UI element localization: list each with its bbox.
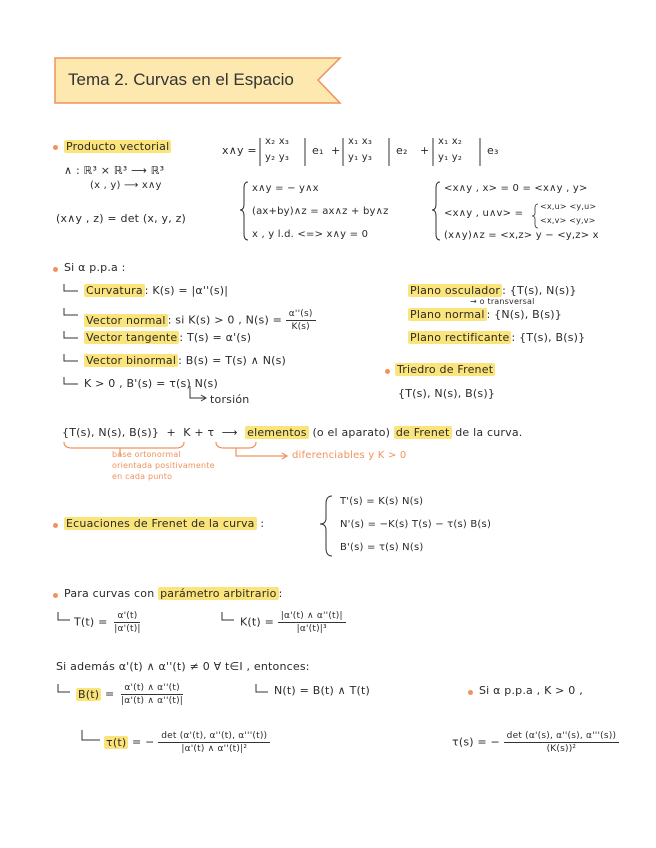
gram-row1: <x,u> <y,u> — [540, 202, 597, 211]
plus-sign: + — [420, 144, 430, 157]
B-formula: B(t) = $\frac{\alpha'(t) \wedge \alpha''(t)}{|\alpha'(t) \wedge \alpha''(t)|}$ — [78, 683, 184, 706]
plus-sign: + — [331, 144, 341, 157]
prop-mid-1: x∧y = − y∧x — [252, 183, 319, 194]
bullet-icon — [53, 145, 58, 150]
bullet-icon — [53, 267, 58, 272]
dif-bracket — [216, 442, 256, 448]
arbitrario-heading: Para curvas con parámetro arbitrario : — [64, 587, 283, 600]
normal-row: Vector normal : si K(s) > 0 , N(s) = $\frac{\alpha''(s)}{K(s)}$ — [84, 308, 316, 333]
det1-row2: y₂ y₃ — [265, 152, 290, 163]
tau-s-formula: τ(s) = − $\frac{\det (\alpha'(s), \alpha''(s), \alpha'''(s))}{\text{(K(s))²}}$ — [452, 730, 619, 755]
props-brace-right — [432, 182, 440, 240]
e1-label: e₁ — [312, 144, 324, 157]
si-ppa-line: Si α p.p.a , K > 0 , — [479, 684, 583, 697]
cross-lhs: x∧y = — [222, 144, 257, 157]
equations-brace — [320, 496, 332, 556]
torsion-row: K > 0 , B'(s) = τ(s) N(s) — [84, 377, 218, 390]
det3-row1: x₁ x₂ — [438, 136, 463, 147]
prop-right-3: (x∧y)∧z = <x,z> y − <y,z> x — [444, 230, 599, 241]
binormal-row: Vector binormal : B(s) = T(s) ∧ N(s) — [86, 354, 287, 367]
T-formula: T(t) = $\frac{\alpha'(t)}{|\alpha'(t)|}$ — [74, 611, 141, 634]
frenet-eq-3: B'(s) = τ(s) N(s) — [340, 542, 424, 553]
torsion-label: torsión — [210, 393, 250, 406]
dif-note: diferenciables y K > 0 — [292, 450, 407, 461]
condition-line: Si además α'(t) ∧ α''(t) ≠ 0 ∀ t∈I , entonces: — [56, 660, 310, 673]
det3-row2: y₁ y₂ — [438, 152, 463, 163]
bullet-icon — [468, 690, 473, 695]
tau-t-formula: τ(t) = − $\frac{\det (\alpha'(t), \alpha''(t), \alpha'''(t))}{\text{|α'(t) ∧ α''(t)|²}}$ — [104, 730, 270, 755]
bullet-icon — [53, 593, 58, 598]
rectificante-row: Plano rectificante : {T(s), B(s)} — [410, 331, 586, 344]
triedro-heading: Triedro de Frenet — [397, 363, 494, 376]
ppa-heading: Si α p.p.a : — [64, 261, 126, 274]
prop-right-2: <x∧y , u∧v> = — [444, 208, 524, 219]
prop-right-1: <x∧y , x> = 0 = <x∧y , y> — [444, 183, 588, 194]
det-relation: (x∧y , z) = det (x, y, z) — [56, 212, 187, 225]
ecuaciones-heading: Ecuaciones de Frenet de la curva : — [66, 517, 265, 530]
frenet-elements-line: {T(s), N(s), B(s)} + K + τ ⟶ elementos (o el aparato) de Frenet de la curva. — [62, 426, 523, 439]
curvatura-row: Curvatura : K(s) = |α''(s)| — [86, 284, 229, 297]
base-bracket — [64, 442, 184, 448]
e2-label: e₂ — [396, 144, 408, 157]
frenet-eq-2: N'(s) = −K(s) T(s) − τ(s) B(s) — [340, 519, 492, 530]
bullet-icon — [53, 523, 58, 528]
producto-heading: Producto vectorial — [66, 140, 170, 153]
bullet-icon — [385, 369, 390, 374]
normal-plane-row: Plano normal : {N(s), B(s)} — [410, 308, 562, 321]
e3-label: e₃ — [487, 144, 499, 157]
base-note-1: base ortonormal — [112, 450, 181, 459]
transversal-note: → o transversal — [470, 297, 535, 306]
tangente-row: Vector tangente : T(s) = α'(s) — [86, 331, 252, 344]
map-line1: ∧ : ℝ³ × ℝ³ ⟶ ℝ³ — [64, 164, 165, 177]
base-note-2: orientada positivamente — [112, 461, 215, 470]
page-title: Tema 2. Curvas en el Espacio — [68, 70, 294, 89]
K-formula: K(t) = $\frac{|\alpha'(t) \wedge \alpha''(t)|}{\text{|α'(t)|³}}$ — [240, 610, 346, 635]
det2-row2: y₁ y₃ — [348, 152, 373, 163]
prop-mid-2: (ax+by)∧z = ax∧z + by∧z — [252, 206, 389, 217]
gram-row2: <x,v> <y,v> — [540, 216, 596, 225]
N-formula: N(t) = B(t) ∧ T(t) — [274, 684, 371, 697]
base-note-3: en cada punto — [112, 472, 173, 481]
triedro-formula: {T(s), N(s), B(s)} — [398, 387, 496, 400]
det2-row1: x₁ x₃ — [348, 136, 373, 147]
det1-row1: x₂ x₃ — [265, 136, 290, 147]
map-line2: (x , y) ⟶ x∧y — [90, 180, 162, 191]
frenet-eq-1: T'(s) = K(s) N(s) — [340, 496, 424, 507]
osculador-row: Plano osculador : {T(s), N(s)} — [410, 284, 577, 297]
props-brace-mid — [240, 182, 248, 240]
prop-mid-3: x , y l.d. <=> x∧y = 0 — [252, 229, 369, 240]
